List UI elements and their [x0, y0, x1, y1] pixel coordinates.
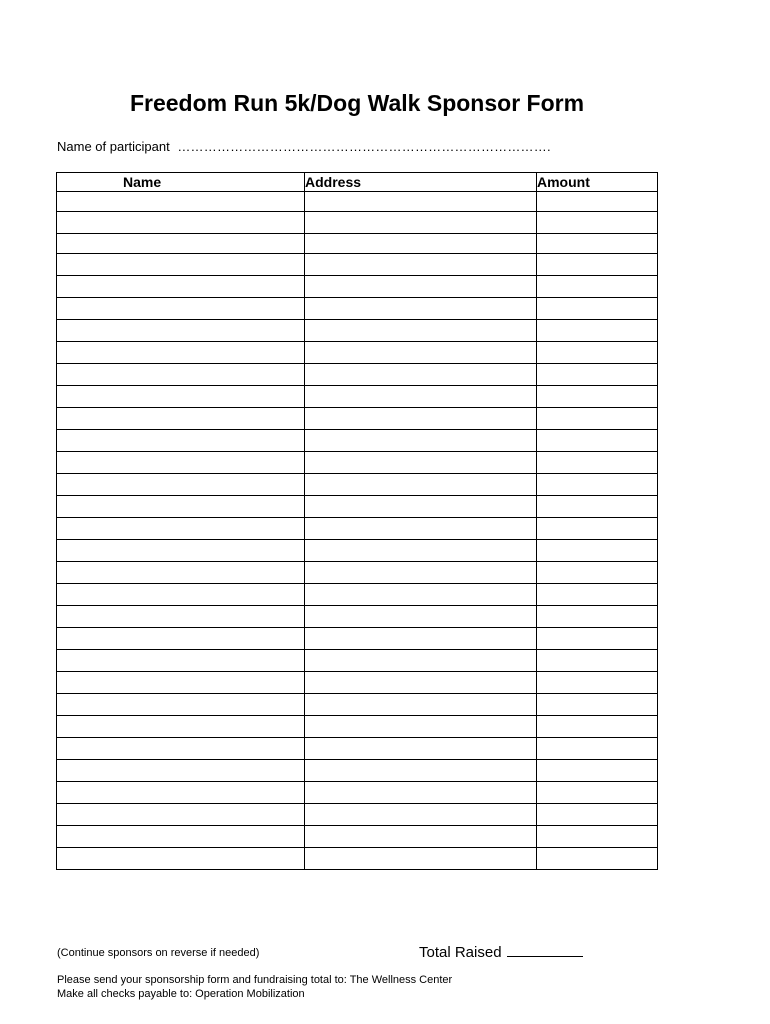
- amount-cell[interactable]: [537, 474, 658, 496]
- amount-cell[interactable]: [537, 540, 658, 562]
- sponsor-rows: [57, 192, 658, 870]
- amount-cell[interactable]: [537, 738, 658, 760]
- amount-cell[interactable]: [537, 672, 658, 694]
- address-cell[interactable]: [305, 452, 537, 474]
- name-cell[interactable]: [57, 320, 305, 342]
- name-cell[interactable]: [57, 212, 305, 234]
- amount-cell[interactable]: [537, 782, 658, 804]
- address-cell[interactable]: [305, 738, 537, 760]
- amount-cell[interactable]: [537, 760, 658, 782]
- address-cell[interactable]: [305, 430, 537, 452]
- table-row: [57, 738, 658, 760]
- name-cell[interactable]: [57, 760, 305, 782]
- footer-send-to: Please send your sponsorship form and fundraising total to: The Wellness Center: [57, 974, 453, 986]
- address-cell[interactable]: [305, 474, 537, 496]
- table-row: [57, 716, 658, 738]
- table-row: [57, 276, 658, 298]
- amount-cell[interactable]: [537, 584, 658, 606]
- name-cell[interactable]: [57, 408, 305, 430]
- header-amount: Amount: [537, 173, 658, 192]
- address-cell[interactable]: [305, 782, 537, 804]
- name-cell[interactable]: [57, 430, 305, 452]
- amount-cell[interactable]: [537, 212, 658, 234]
- name-cell[interactable]: [57, 254, 305, 276]
- total-raised: [419, 942, 583, 963]
- table-row: [57, 694, 658, 716]
- address-cell[interactable]: [305, 364, 537, 386]
- amount-cell[interactable]: [537, 386, 658, 408]
- amount-cell[interactable]: [537, 408, 658, 430]
- address-cell[interactable]: [305, 518, 537, 540]
- table-row: [57, 452, 658, 474]
- name-cell[interactable]: [57, 672, 305, 694]
- amount-cell[interactable]: [537, 694, 658, 716]
- name-cell[interactable]: [57, 650, 305, 672]
- name-cell[interactable]: [57, 804, 305, 826]
- name-cell[interactable]: [57, 848, 305, 870]
- address-cell[interactable]: [305, 562, 537, 584]
- name-cell[interactable]: [57, 364, 305, 386]
- name-cell[interactable]: [57, 276, 305, 298]
- table-row: [57, 782, 658, 804]
- table-row: [57, 474, 658, 496]
- sponsor-table-header: [57, 173, 658, 192]
- address-cell[interactable]: [305, 276, 537, 298]
- name-cell[interactable]: [57, 738, 305, 760]
- address-cell[interactable]: [305, 694, 537, 716]
- name-cell[interactable]: [57, 628, 305, 650]
- name-cell[interactable]: [57, 716, 305, 738]
- amount-cell[interactable]: [537, 342, 658, 364]
- name-cell[interactable]: [57, 562, 305, 584]
- address-cell[interactable]: [305, 848, 537, 870]
- table-row: [57, 628, 658, 650]
- address-cell[interactable]: [305, 584, 537, 606]
- amount-cell[interactable]: [537, 234, 658, 254]
- total-raised-blank[interactable]: [507, 942, 583, 957]
- amount-cell[interactable]: [537, 192, 658, 212]
- amount-cell[interactable]: [537, 298, 658, 320]
- amount-cell[interactable]: [537, 496, 658, 518]
- address-cell[interactable]: [305, 804, 537, 826]
- continue-note: (Continue sponsors on reverse if needed): [57, 947, 260, 959]
- footer-payable-to: Make all checks payable to: Operation Mobilization: [57, 988, 305, 1000]
- address-cell[interactable]: [305, 826, 537, 848]
- amount-cell[interactable]: [537, 320, 658, 342]
- table-row: [57, 234, 658, 254]
- address-cell[interactable]: [305, 254, 537, 276]
- table-row: [57, 408, 658, 430]
- amount-cell[interactable]: [537, 848, 658, 870]
- name-cell[interactable]: [57, 298, 305, 320]
- amount-cell[interactable]: [537, 364, 658, 386]
- name-cell[interactable]: [57, 782, 305, 804]
- table-row: [57, 606, 658, 628]
- amount-cell[interactable]: [537, 254, 658, 276]
- table-row: [57, 386, 658, 408]
- amount-cell[interactable]: [537, 628, 658, 650]
- address-cell[interactable]: [305, 606, 537, 628]
- address-cell[interactable]: [305, 650, 537, 672]
- table-row: [57, 584, 658, 606]
- amount-cell[interactable]: [537, 430, 658, 452]
- header-name: Name: [57, 173, 305, 192]
- address-cell[interactable]: [305, 212, 537, 234]
- amount-cell[interactable]: [537, 650, 658, 672]
- name-cell[interactable]: [57, 234, 305, 254]
- table-row: [57, 804, 658, 826]
- table-row: [57, 540, 658, 562]
- table-row: [57, 496, 658, 518]
- table-row: [57, 342, 658, 364]
- table-row: [57, 848, 658, 870]
- amount-cell[interactable]: [537, 716, 658, 738]
- table-row: [57, 760, 658, 782]
- sponsor-table: [56, 172, 658, 870]
- address-cell[interactable]: [305, 320, 537, 342]
- table-row: [57, 430, 658, 452]
- name-cell[interactable]: [57, 540, 305, 562]
- address-cell[interactable]: [305, 760, 537, 782]
- total-raised-label: Total Raised: [419, 944, 502, 961]
- name-cell[interactable]: [57, 496, 305, 518]
- table-row: [57, 562, 658, 584]
- address-cell[interactable]: [305, 234, 537, 254]
- amount-cell[interactable]: [537, 826, 658, 848]
- address-cell[interactable]: [305, 342, 537, 364]
- table-row: [57, 192, 658, 212]
- participant-dotted-line[interactable]: ………………………………………………………………………….: [177, 139, 551, 154]
- table-row: [57, 254, 658, 276]
- participant-line: [57, 139, 551, 155]
- name-cell[interactable]: [57, 694, 305, 716]
- address-cell[interactable]: [305, 496, 537, 518]
- address-cell[interactable]: [305, 540, 537, 562]
- table-row: [57, 518, 658, 540]
- address-cell[interactable]: [305, 298, 537, 320]
- name-cell[interactable]: [57, 606, 305, 628]
- name-cell[interactable]: [57, 452, 305, 474]
- table-row: [57, 650, 658, 672]
- table-row: [57, 320, 658, 342]
- amount-cell[interactable]: [537, 562, 658, 584]
- header-address: Address: [305, 173, 537, 192]
- footer-instructions: [57, 973, 452, 1001]
- address-cell[interactable]: [305, 672, 537, 694]
- table-row: [57, 212, 658, 234]
- address-cell[interactable]: [305, 628, 537, 650]
- name-cell[interactable]: [57, 584, 305, 606]
- name-cell[interactable]: [57, 342, 305, 364]
- amount-cell[interactable]: [537, 452, 658, 474]
- name-cell[interactable]: [57, 826, 305, 848]
- amount-cell[interactable]: [537, 518, 658, 540]
- amount-cell[interactable]: [537, 606, 658, 628]
- name-cell[interactable]: [57, 386, 305, 408]
- amount-cell[interactable]: [537, 804, 658, 826]
- address-cell[interactable]: [305, 386, 537, 408]
- address-cell[interactable]: [305, 192, 537, 212]
- participant-label: Name of participant: [57, 139, 170, 154]
- table-row: [57, 298, 658, 320]
- form-title: Freedom Run 5k/Dog Walk Sponsor Form: [129, 90, 585, 116]
- amount-cell[interactable]: [537, 276, 658, 298]
- name-cell[interactable]: [57, 474, 305, 496]
- table-row: [57, 826, 658, 848]
- address-cell[interactable]: [305, 408, 537, 430]
- name-cell[interactable]: [57, 518, 305, 540]
- address-cell[interactable]: [305, 716, 537, 738]
- name-cell[interactable]: [57, 192, 305, 212]
- table-row: [57, 364, 658, 386]
- table-row: [57, 672, 658, 694]
